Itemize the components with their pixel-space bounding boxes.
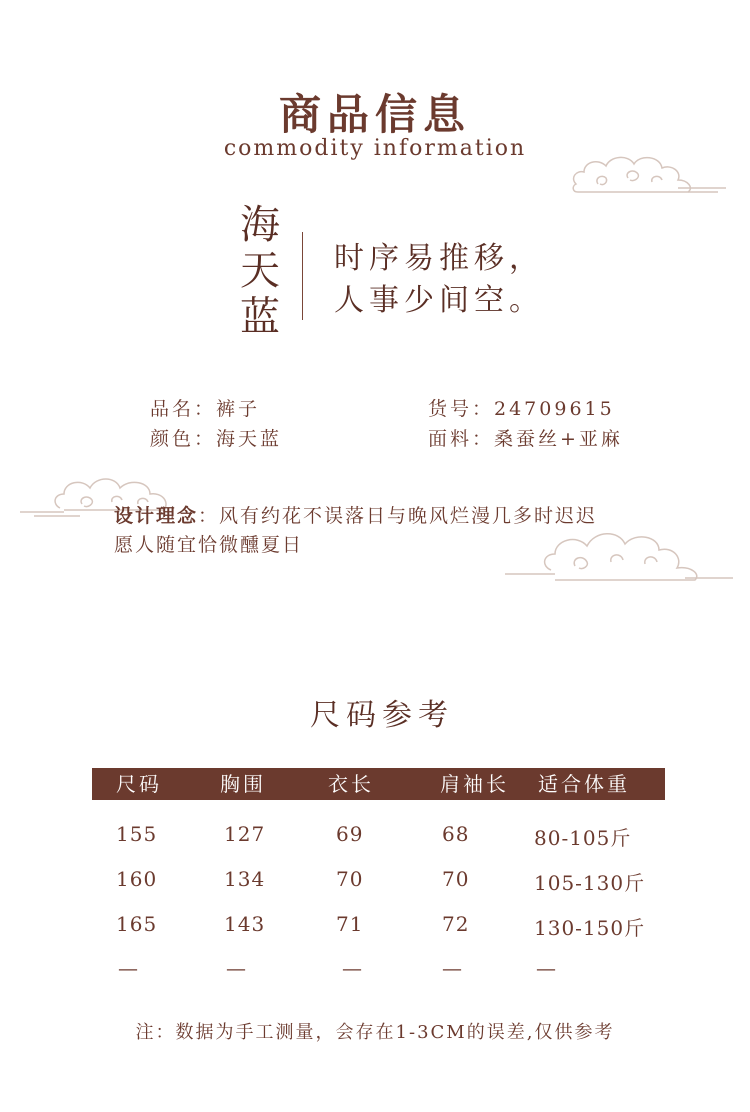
table-cell: 70 — [336, 867, 364, 891]
table-cell: 127 — [224, 822, 266, 846]
column-header: 尺码 — [116, 772, 162, 796]
table-cell: 70 — [442, 867, 470, 891]
page-title: 商品信息 — [278, 90, 471, 139]
poem-line: 人事少间空。 — [334, 283, 544, 318]
product-name-char: 天 — [240, 248, 280, 294]
product-name-char: 海 — [240, 202, 280, 248]
design-text-line: ：风有约花不误落日与晚风烂漫几多时迟迟 — [198, 505, 598, 527]
divider — [302, 232, 303, 320]
table-cell: — — [118, 956, 139, 980]
table-cell: 72 — [442, 912, 470, 936]
info-color: 颜色：海天蓝 — [150, 428, 283, 450]
column-header: 衣长 — [328, 772, 374, 796]
table-cell: 130-150斤 — [534, 916, 646, 940]
column-header: 适合体重 — [538, 772, 630, 796]
poem — [334, 238, 544, 322]
table-cell: 165 — [116, 912, 158, 936]
design-concept — [114, 502, 694, 560]
table-cell: — — [226, 956, 247, 980]
table-cell: 155 — [116, 822, 158, 846]
page-subtitle: commodity information — [223, 136, 527, 161]
table-cell: — — [342, 956, 363, 980]
table-cell: 68 — [442, 822, 470, 846]
table-cell: 105-130斤 — [534, 871, 646, 895]
table-cell: 71 — [336, 912, 364, 936]
info-fabric: 面料：桑蚕丝+亚麻 — [428, 428, 623, 450]
table-cell: 160 — [116, 867, 158, 891]
table-cell: — — [442, 956, 463, 980]
size-chart-title: 尺码参考 — [310, 698, 454, 733]
info-name: 品名：裤子 — [150, 398, 261, 420]
table-cell: — — [536, 956, 557, 980]
measurement-note: 注：数据为手工测量，会存在1-3CM的误差,仅供参考 — [135, 1022, 615, 1043]
product-name-char: 蓝 — [240, 294, 280, 340]
column-header: 肩袖长 — [440, 772, 509, 796]
table-cell: 134 — [224, 867, 266, 891]
design-label: 设计理念 — [114, 505, 199, 527]
product-name-vertical — [236, 202, 284, 340]
size-table-header — [92, 768, 665, 800]
column-header: 胸围 — [220, 772, 266, 796]
table-cell: 80-105斤 — [534, 826, 632, 850]
poem-line: 时序易推移， — [334, 241, 544, 276]
table-cell: 69 — [336, 822, 364, 846]
table-cell: 143 — [224, 912, 266, 936]
info-item-no: 货号：24709615 — [428, 398, 615, 420]
design-text-line: 愿人随宜恰微醺夏日 — [114, 534, 304, 556]
